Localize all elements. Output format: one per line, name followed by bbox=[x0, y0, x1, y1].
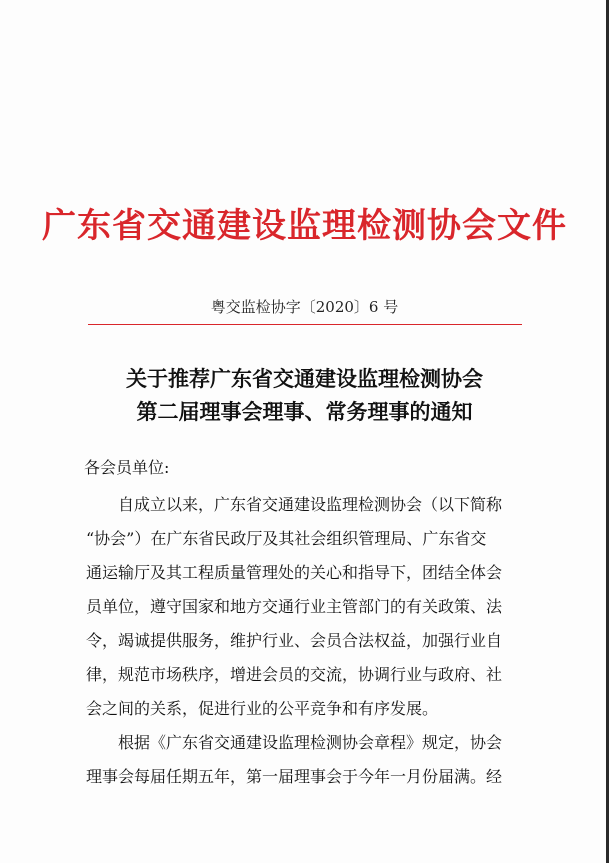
body-line: 自成立以来，广东省交通建设监理检测协会（以下简称 bbox=[118, 495, 503, 514]
body-line: 员单位，遵守国家和地方交通行业主管部门的有关政策、法 bbox=[86, 597, 503, 616]
document-number: 粤交监检协字〔2020〕6 号 bbox=[210, 298, 399, 316]
body-line: 会之间的关系，促进行业的公平竞争和有序发展。 bbox=[86, 699, 439, 718]
body-line: 通运输厅及其工程质量管理处的关心和指导下，团结全体会 bbox=[86, 563, 503, 582]
body-line: 理事会每届任期五年，第一届理事会于今年一月份届满。经 bbox=[86, 767, 503, 786]
salutation: 各会员单位: bbox=[84, 458, 170, 477]
body-line: 律，规范市场秩序，增进会员的交流，协调行业与政府、社 bbox=[86, 665, 503, 684]
body-line: 令，竭诚提供服务，维护行业、会员合法权益，加强行业自 bbox=[86, 631, 503, 650]
red-separator-line bbox=[88, 324, 522, 325]
org-document-title: 广东省交通建设监理检测协会文件 bbox=[42, 206, 567, 246]
notice-title-line-2: 第二届理事会理事、常务理事的通知 bbox=[136, 399, 473, 424]
notice-title-line-1: 关于推荐广东省交通建设监理检测协会 bbox=[126, 366, 483, 391]
body-line: “协会”）在广东省民政厅及其社会组织管理局、广东省交 bbox=[86, 529, 487, 548]
body-line: 根据《广东省交通建设监理检测协会章程》规定，协会 bbox=[118, 733, 503, 752]
